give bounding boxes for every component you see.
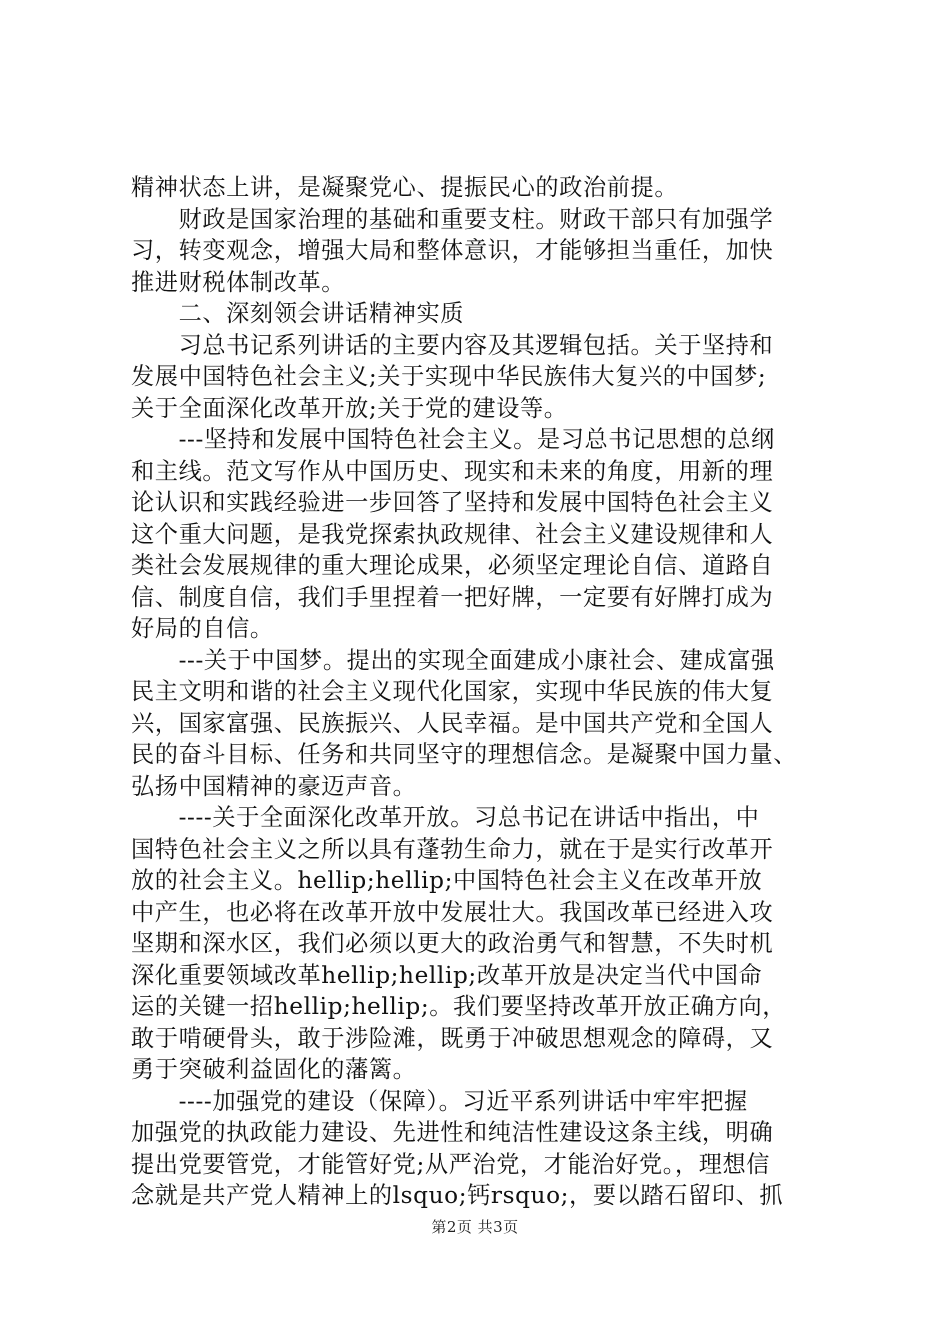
text-line: 信、制度自信，我们手里捏着一把好牌，一定要有好牌打成为 [131,583,774,611]
text-line: 国特色社会主义之所以具有蓬勃生命力，就在于是实行改革开 [131,835,774,863]
text-line: 敢于啃硬骨头，敢于涉险滩，既勇于冲破思想观念的障碍，又 [131,1024,774,1052]
text-line: 放的社会主义。hellip;hellip;中国特色社会主义在改革开放 [131,867,763,894]
body-text [131,172,831,1212]
text-line: 推进财税体制改革。 [131,268,346,296]
text-line: 关于全面深化改革开放;关于党的建设等。 [131,394,568,422]
text-line: 弘扬中国精神的豪迈声音。 [131,772,417,800]
text-line: 发展中国特色社会主义;关于实现中华民族伟大复兴的中国梦; [131,363,767,390]
text-line: 习总书记系列讲话的主要内容及其逻辑包括。关于坚持和 [131,331,774,359]
text-line: 这个重大问题，是我党探索执政规律、社会主义建设规律和人 [131,520,774,548]
section-heading: 二、深刻领会讲话精神实质 [131,300,465,327]
text-line: 和主线。范文写作从中国历史、现实和未来的角度，用新的理 [131,457,774,485]
text-line: ---关于中国梦。提出的实现全面建成小康社会、建成富强 [131,646,775,674]
text-line: 运的关键一招hellip;hellip;。我们要坚持改革开放正确方向， [131,993,787,1020]
text-line: 深化重要领域改革hellip;hellip;改革开放是决定当代中国命 [131,961,763,989]
text-line: 好局的自信。 [131,615,274,642]
page-footer: 第2页 共3页 [431,1218,519,1236]
text-line: 中产生，也必将在改革开放中发展壮大。我国改革已经进入攻 [131,898,774,926]
text-line: 精神状态上讲，是凝聚党心、提振民心的政治前提。 [131,174,679,201]
text-line: 财政是国家治理的基础和重要支柱。财政干部只有加强学 [131,205,774,233]
text-line: 勇于突破利益固化的藩篱。 [131,1056,417,1083]
text-line: 念就是共产党人精神上的lsquo;钙rsquo;，要以踏石留印、抓 [131,1182,784,1209]
text-line: 类社会发展规律的重大理论成果，必须坚定理论自信、道路自 [131,552,774,579]
text-line: 提出党要管党，才能管好党;从严治党，才能治好党。，理想信 [131,1150,771,1178]
text-line: 民主文明和谐的社会主义现代化国家，实现中华民族的伟大复 [131,678,774,705]
text-line: 加强党的执政能力建设、先进性和纯洁性建设这条主线，明确 [131,1119,774,1146]
text-line: 论认识和实践经验进一步回答了坚持和发展中国特色社会主义 [131,489,774,516]
text-line: 民的奋斗目标、任务和共同坚守的理想信念。是凝聚中国力量、 [131,741,798,768]
text-line: 兴，国家富强、民族振兴、人民幸福。是中国共产党和全国人 [131,709,774,737]
text-line: ----关于全面深化改革开放。习总书记在讲话中指出，中 [131,804,760,831]
text-line: ---坚持和发展中国特色社会主义。是习总书记思想的总纲 [131,426,775,453]
text-line: 坚期和深水区，我们必须以更大的政治勇气和智慧，不失时机 [131,930,774,957]
text-line: ----加强党的建设（保障）。习近平系列讲话中牢牢把握 [131,1087,748,1115]
text-line: 习，转变观念，增强大局和整体意识，才能够担当重任，加快 [131,237,774,264]
